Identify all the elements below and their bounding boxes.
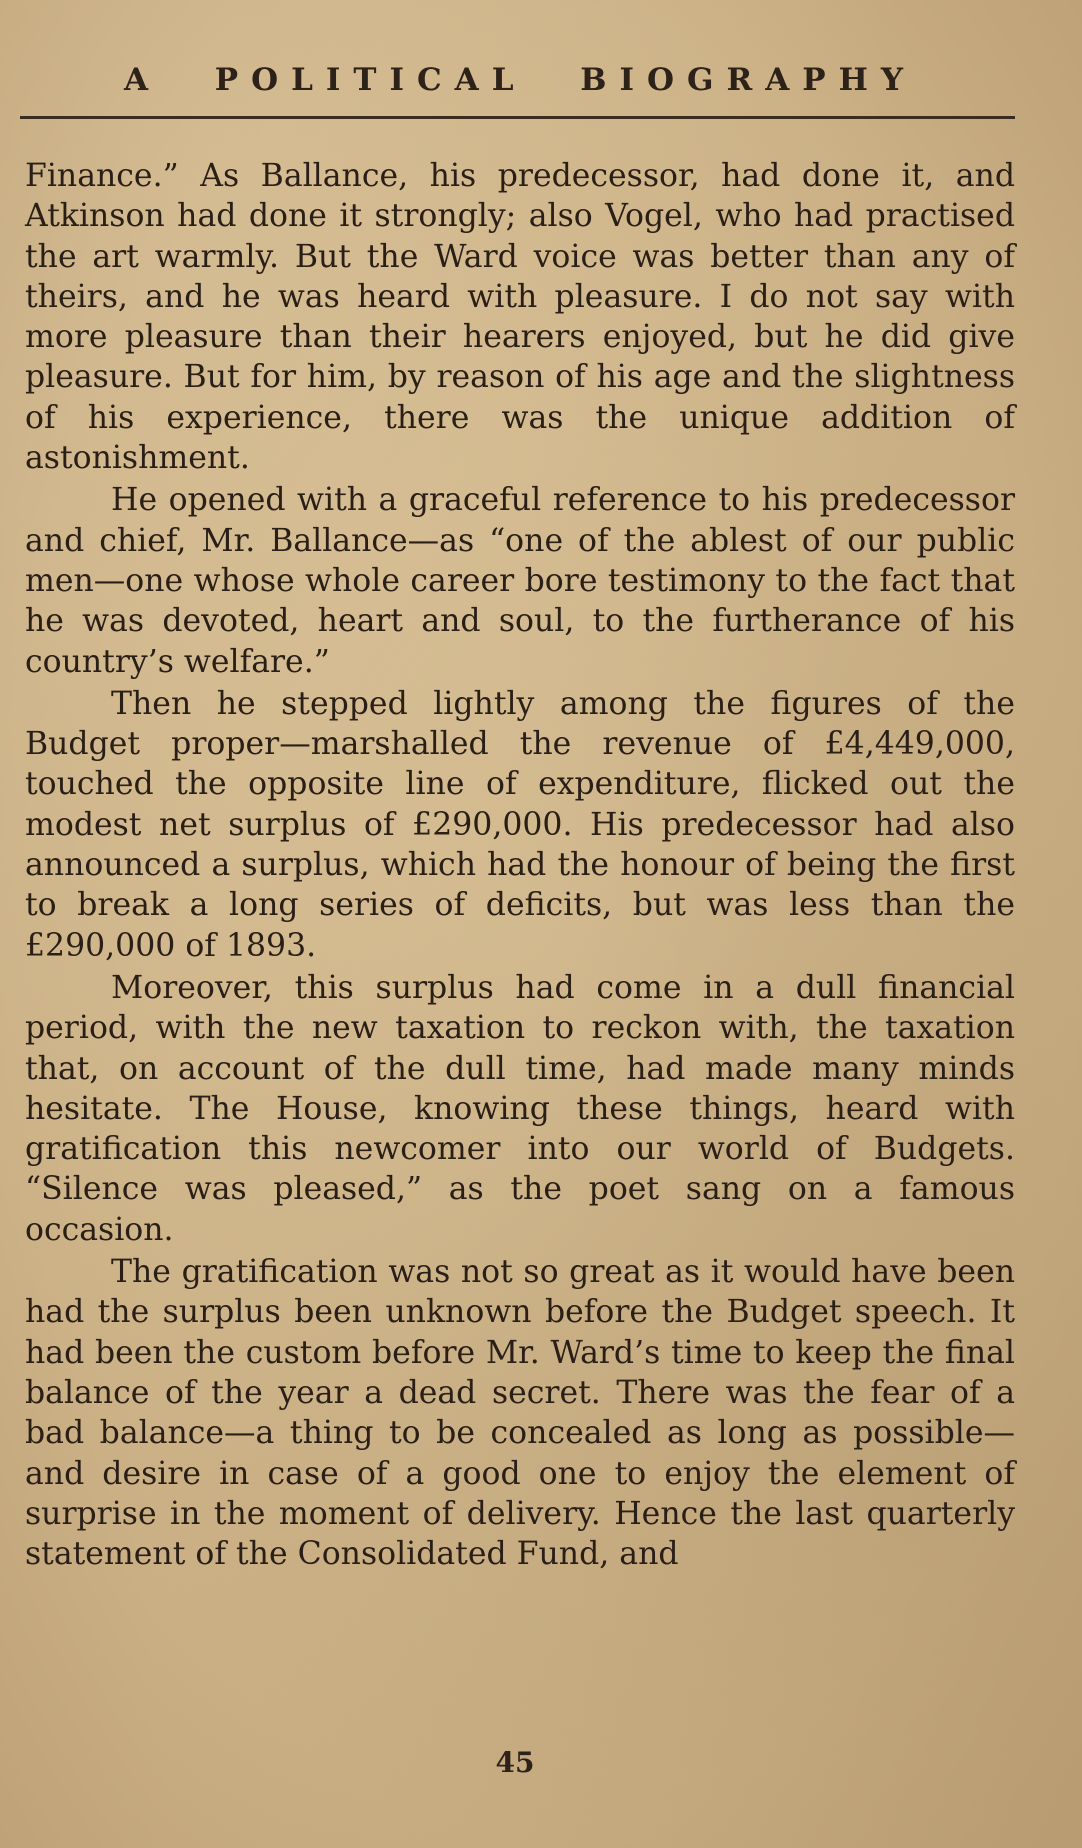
paragraph-3: Then he stepped lightly among the figures of the Budget proper—marshalled the revenue of £4,449,000, touched the opposite line of expenditure, flicked out the modest net surplus of £290,000. His predecessor had also announced a surplus, which had the honour of being the first to break a long series of deficits, but was less than the £290,000 of 1893. — [25, 685, 1015, 964]
paragraph-1: Finance.” As Ballance, his predecessor, had done it, and Atkinson had done it strongly; also Vogel, who had practised the art warmly. But the Ward voice was better than any of theirs, and he was heard with pleasure. I do not say with more pleasure than their hearers enjoyed, but he did give pleasure. But for him, by reason of his age and the slightness of his experience, there was the unique addition of astonishment. — [25, 158, 1015, 477]
page-number: 45 — [495, 1746, 535, 1779]
paragraph-2: He opened with a graceful reference to his predecessor and chief, Mr. Ballance—as “one of the ablest of our public men—one whose whole career bore testimony to the fact that he was devoted, heart and soul, to the furtherance of his country’s welfare.” — [25, 482, 1015, 680]
header-rule — [20, 116, 1015, 119]
paragraph-4: Moreover, this surplus had come in a dull financial period, with the new taxation to reckon with, the taxation that, on account of the dull time, had made many minds hesitate. The House, knowing these things, heard with gratification this newcomer into our world of Budgets. “Silence was pleased,” as the poet sang on a famous occasion. — [25, 969, 1015, 1248]
body-text — [25, 156, 1015, 1574]
running-head-title: A POLITICAL BIOGRAPHY — [123, 62, 917, 98]
paragraph-5: The gratification was not so great as it would have been had the surplus been unknown before the Budget speech. It had been the custom before Mr. Ward’s time to keep the final balance of the year a dead secret. There was the fear of a bad balance—a thing to be concealed as long as possible—and desire in case of a good one to enjoy the element of surprise in the moment of delivery. Hence the last quarterly statement of the Consolidated Fund, and — [25, 1254, 1015, 1573]
